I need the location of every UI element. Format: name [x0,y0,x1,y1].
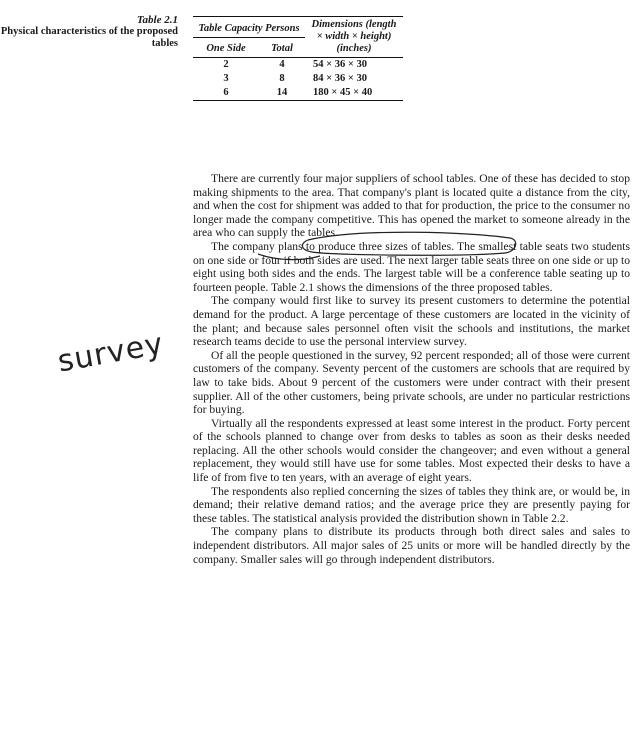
cell-dimensions: 180 × 45 × 40 [313,87,373,98]
paragraph: The company plans to distribute its products through both direct sales and sales to independent distributors. All major sales of 25 units or more will be handled directly by the company. Smaller sales will go through independent distributors. [193,525,630,566]
table-row [193,58,403,73]
header-capacity: Table Capacity Persons [193,17,305,38]
paragraph: There are currently four major suppliers of school tables. One of these has decided to stop making shipments to the area. That company's plant is located quite a distance from the city, and when the cost for shipment was added to that for production, the price to the consumer no longer made the company competitive. This has opened the market to someone already in the area who can supply the tables. [193,172,630,240]
table-label: Table 2.1 [136,14,178,26]
cell-dimensions: 84 × 36 × 30 [313,73,367,84]
header-one-side: One Side [193,37,259,58]
paragraph: The respondents also replied concerning the sizes of tables they think are, or would be, in demand; their relative demand ratios; and the average price they are presently paying for these tables. The statistical analysis provided the distribution shown in Table 2.2. [193,484,630,525]
cell-dimensions: 54 × 36 × 30 [313,59,367,70]
cell-one-side: 2 [223,59,229,70]
table-row [193,72,403,86]
paragraph: The company plans to produce three sizes of tables. The smallest table seats two students on one side or four if both sides are used. The next larger table seats three on one side or up to eight using both sides and the ends. The largest table will be a conference table seating up to fourteen people. Table 2.1 shows the dimensions of the three proposed tables. [193,239,630,294]
dimensions-table [193,16,403,101]
paragraph: Of all the people questioned in the survey, 92 percent responded; all of those were current customers of the company. Seventy percent of the customers are schools that are required by law to take bids. About 9 percent of the customers were under contract with their present supplier. All of the other customers, being private schools, are under no particular restrictions for buying. [193,348,630,417]
cell-one-side: 6 [223,87,229,98]
cell-total: 4 [279,59,285,70]
header-dimensions: Dimensions (length × width × height) (inches) [305,17,403,58]
paragraph: Virtually all the respondents expressed at least some interest in the product. Forty percent of the schools planned to change over from desks to tables as soon as their desks needed replacing. All the other schools would consider the changeover; and even without a general replacement, they would still have use for some tables. Most expected their desks to have a life of from five to ten years, with an average of eight years. [193,416,630,485]
table-description: Physical characteristics of the proposed tables [0,26,178,49]
body-text [193,172,630,566]
handwritten-note: survey [55,326,167,380]
cell-one-side: 3 [223,73,229,84]
header-total: Total [259,37,305,58]
table-row [193,86,403,101]
cell-total: 8 [279,73,285,84]
paragraph: The company would first like to survey its present customers to determine the potential demand for the product. A large percentage of these customers are located in the vicinity of the plant; and because sales personnel often visit the schools and institutions, the market research teams decide to use the personal interview survey. [193,294,630,349]
table-caption [0,14,178,50]
cell-total: 14 [276,87,288,98]
